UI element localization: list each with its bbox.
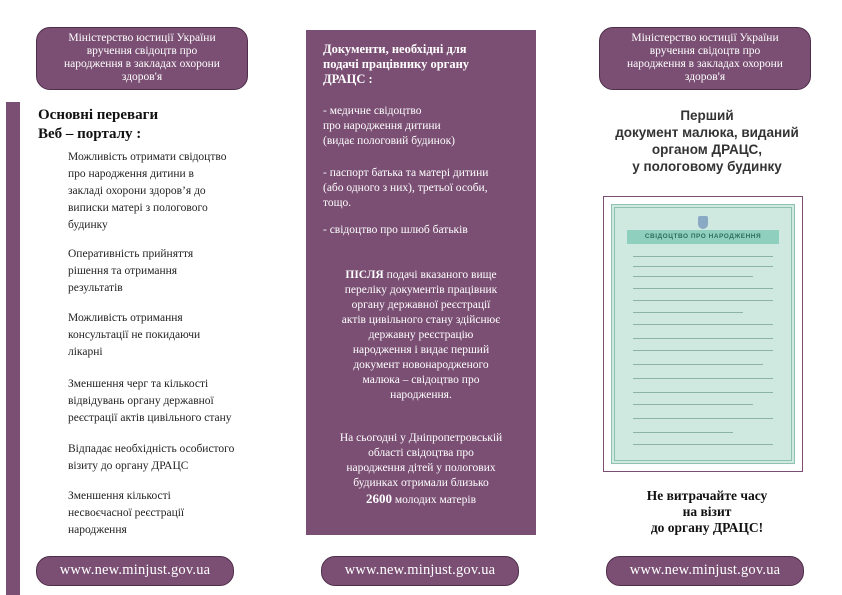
document-item-medical: - медичне свідоцтво про народження дитини (видає пологовий будинок)	[323, 105, 455, 147]
advantage-item-1: Можливість отримати свідоцтво про народження дитини в закладі охорони здоров’я до виписки матері з пологового будинку	[68, 151, 227, 231]
after-submission-text: ПІСЛЯ подачі вказаного вище переліку документів працівник органу державної реєстрації актів цивільного стану здійснює державну реєстрацію народження і видає перший документ новонародженого малюка – свідоцтво про народження.	[341, 269, 501, 401]
right-url-link[interactable]	[606, 556, 804, 586]
left-url-text: www.new.minjust.gov.ua	[59, 562, 211, 578]
document-item-passport: - паспорт батька та матері дитини (або одного з них), третьої особи, тощо.	[323, 167, 489, 209]
org-line-1: Міністерство юстиції України	[68, 32, 216, 44]
statistics-text: На сьогодні у Дніпропетровській області свідоцтва про народження дітей у пологових будинках отримали близько 2600 молодих матерів	[339, 432, 503, 506]
certificate-field-line	[633, 378, 773, 379]
after-bold-word: ПІСЛЯ	[345, 269, 384, 281]
org-line-3: народження в закладах охорони	[64, 58, 220, 70]
certificate-field-line	[633, 392, 773, 393]
certificate-field-line	[633, 266, 773, 267]
certificate-field-line	[633, 350, 773, 351]
right-panel-title: Перший документ малюка, виданий органом ДРАЦС, у пологовому будинку	[615, 108, 799, 174]
certificate-field-line	[633, 324, 773, 325]
document-item-marriage: - свідоцтво про шлюб батьків	[323, 224, 468, 236]
advantage-item-6: Зменшення кількості несвоєчасної реєстрації народження	[68, 490, 185, 536]
left-title-line-1: Основні переваги	[38, 107, 159, 123]
documents-title: Документи, необхідні для подачі працівнику органу ДРАЦС :	[323, 42, 470, 86]
right-slogan: Не витрачайте часу на візит до органу ДРАЦС!	[646, 488, 768, 535]
advantage-item-4: Зменшення черг та кількості відвідувань органу державної реєстрації актів цивільного стану	[68, 378, 232, 424]
certificate-title: СВІДОЦТВО ПРО НАРОДЖЕННЯ	[627, 230, 779, 244]
birth-certificate-image	[611, 204, 795, 464]
advantage-item-2: Оперативність прийняття рішення та отримання результатів	[68, 248, 194, 294]
advantage-item-3: Можливість отримання консультації не покидаючи лікарні	[68, 312, 201, 358]
middle-url-link[interactable]	[321, 556, 519, 586]
org-line-4: здоров'я	[121, 71, 163, 83]
certificate-field-line	[633, 444, 773, 445]
documents-panel	[306, 30, 536, 535]
certificate-field-line	[633, 404, 753, 405]
certificate-field-line	[633, 312, 743, 313]
middle-url-text: www.new.minjust.gov.ua	[344, 562, 496, 578]
org-line-2: вручення свідоцтв про	[86, 45, 198, 57]
certificate-image-frame	[603, 196, 803, 472]
stats-number: 2600	[365, 491, 392, 506]
left-title-line-2: Веб – порталу :	[38, 126, 142, 142]
certificate-field-line	[633, 338, 773, 339]
certificate-field-line	[633, 276, 753, 277]
right-url-text: www.new.minjust.gov.ua	[629, 562, 781, 578]
certificate-field-line	[633, 432, 733, 433]
left-url-link[interactable]	[36, 556, 234, 586]
left-header-pill	[36, 27, 248, 90]
left-decorative-bar	[6, 102, 20, 595]
certificate-field-line	[633, 288, 773, 289]
left-panel-title	[38, 106, 268, 144]
certificate-field-line	[633, 300, 773, 301]
coat-of-arms-icon	[698, 216, 708, 229]
certificate-field-line	[633, 418, 773, 419]
certificate-field-line	[633, 256, 773, 257]
certificate-field-line	[633, 364, 763, 365]
advantage-item-5: Відпадає необхідність особистого візиту до органу ДРАЦС	[68, 443, 235, 472]
right-header-pill: Міністерство юстиції України вручення свідоцтв про народження в закладах охорони здоров'я	[599, 27, 811, 90]
